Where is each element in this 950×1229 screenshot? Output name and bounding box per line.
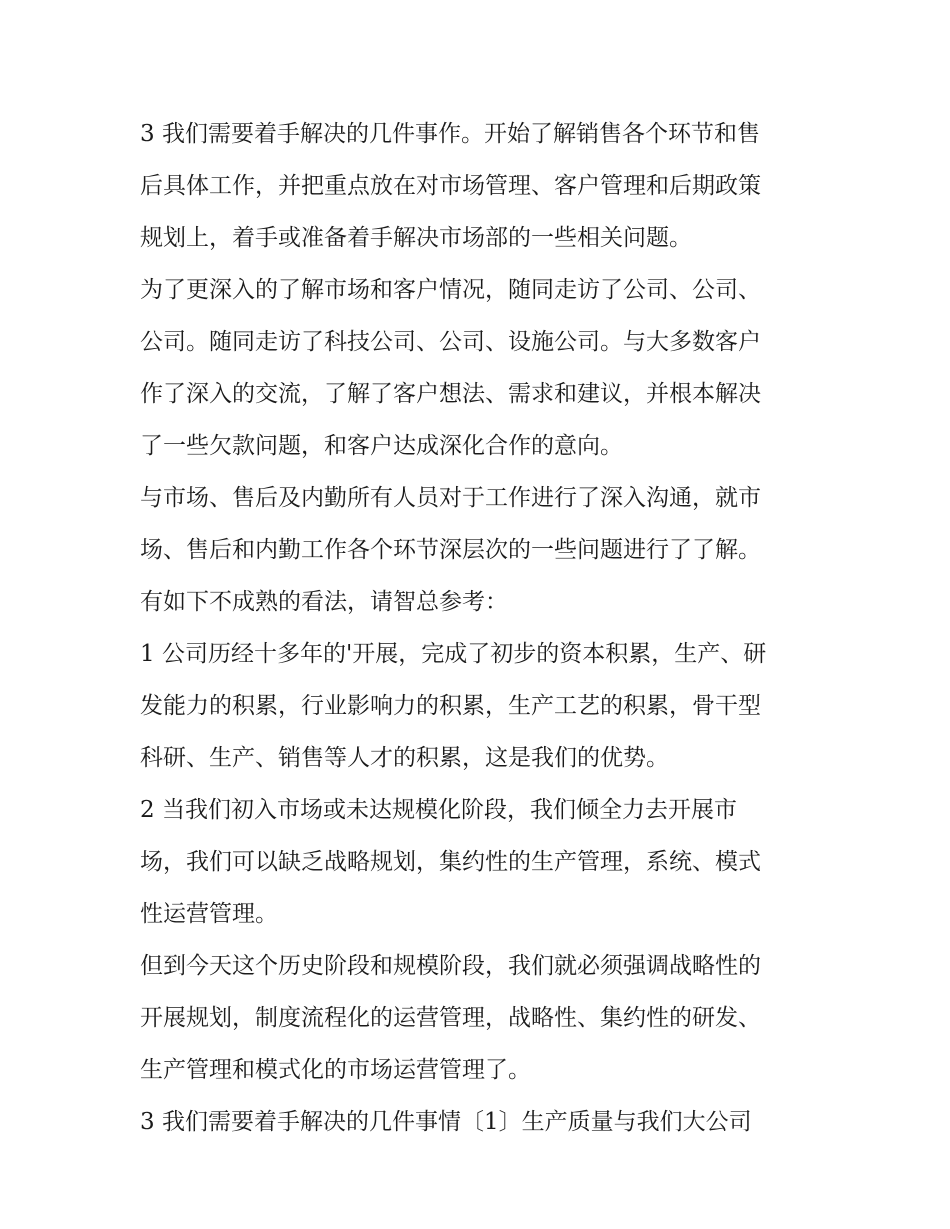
text-line: 2 当我们初入市场或未达规模化阶段，我们倾全力去开展市 bbox=[140, 797, 737, 823]
text-line: 了一些欠款问题，和客户达成深化合作的意向。 bbox=[140, 433, 623, 459]
text-line: 与市场、售后及内勤所有人员对于工作进行了深入沟通，就市 bbox=[140, 485, 761, 511]
text-line: 有如下不成熟的看法，请智总参考： bbox=[140, 589, 508, 615]
text-line: 1 公司历经十多年的'开展，完成了初步的资本积累，生产、研 bbox=[140, 641, 767, 667]
text-line: 场，我们可以缺乏战略规划，集约性的生产管理，系统、模式 bbox=[140, 849, 761, 875]
text-line: 后具体工作，并把重点放在对市场管理、客户管理和后期政策 bbox=[140, 173, 761, 199]
text-line: 为了更深入的了解市场和客户情况，随同走访了公司、公司、 bbox=[140, 277, 761, 303]
text-line: 3 我们需要着手解决的几件事情〔1〕生产质量与我们大公司 bbox=[140, 1109, 752, 1135]
text-line: 但到今天这个历史阶段和规模阶段，我们就必须强调战略性的 bbox=[140, 953, 761, 979]
document-body bbox=[140, 108, 820, 1148]
text-line: 科研、生产、销售等人才的积累，这是我们的优势。 bbox=[140, 745, 669, 771]
text-line: 规划上，着手或准备着手解决市场部的一些相关问题。 bbox=[140, 225, 692, 251]
text-line: 发能力的积累，行业影响力的积累，生产工艺的积累，骨干型 bbox=[140, 693, 761, 719]
text-line: 场、售后和内勤工作各个环节深层次的一些问题进行了了解。 bbox=[140, 537, 761, 563]
text-line: 3 我们需要着手解决的几件事作。开始了解销售各个环节和售 bbox=[140, 121, 760, 147]
text-line: 生产管理和模式化的市场运营管理了。 bbox=[140, 1057, 531, 1083]
text-line: 作了深入的交流，了解了客户想法、需求和建议，并根本解决 bbox=[140, 381, 761, 407]
text-line: 开展规划，制度流程化的运营管理，战略性、集约性的研发、 bbox=[140, 1005, 761, 1031]
text-line: 性运营管理。 bbox=[140, 901, 278, 927]
text-line: 公司。随同走访了科技公司、公司、设施公司。与大多数客户 bbox=[140, 329, 761, 355]
